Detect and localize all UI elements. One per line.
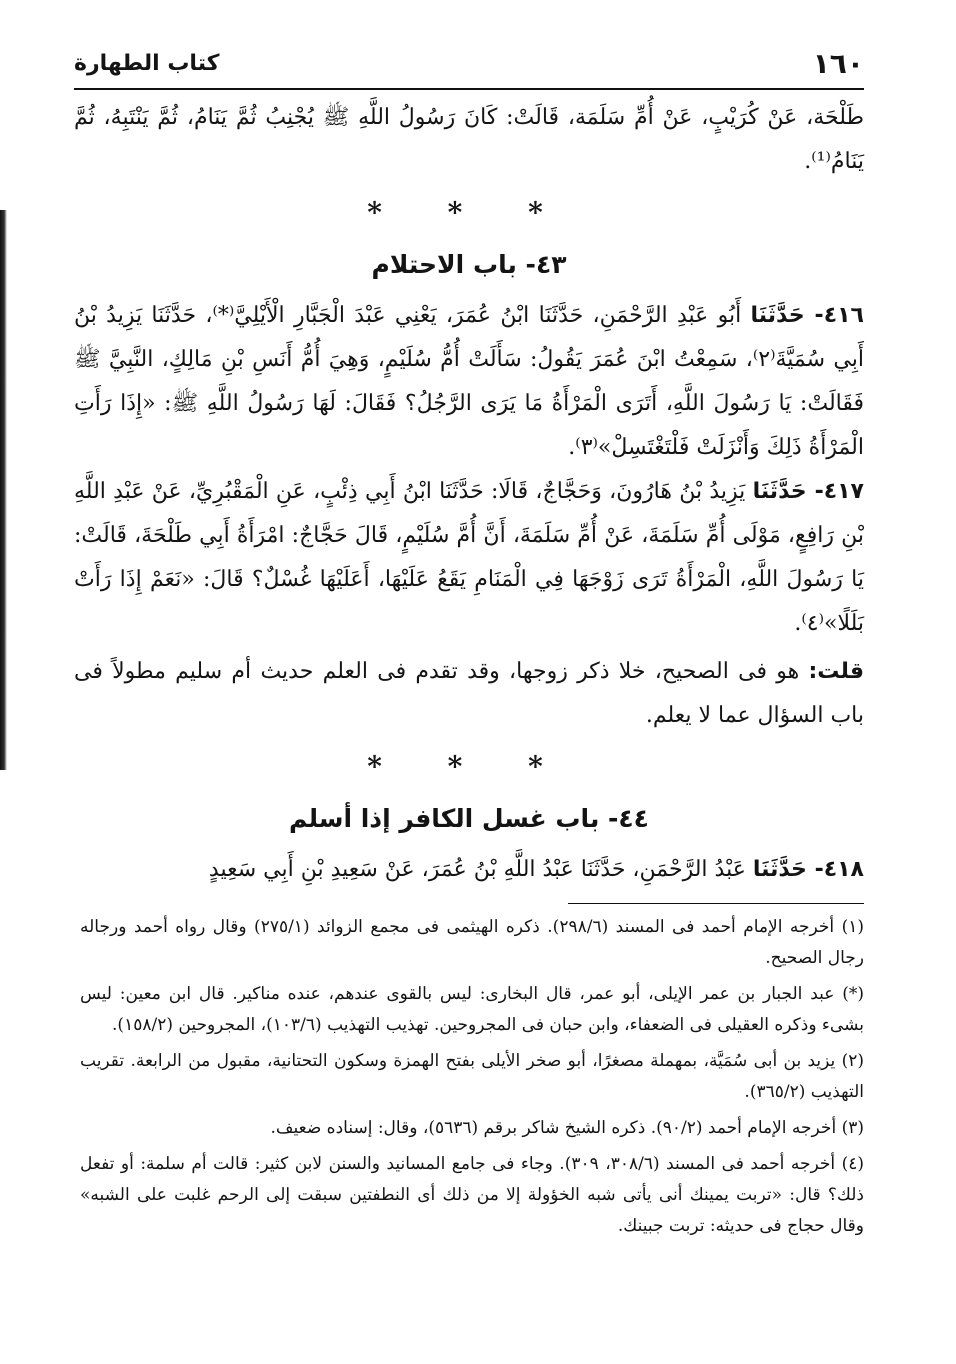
hadith-number-417: ٤١٧- حَدَّثَنَا [752,479,864,504]
footnote-text: أخرجه الإمام أحمد فى المسند (٢٩٨/٦). ذكره الهيثمى فى مجمع الزوائد (٢٧٥/١) وقال رواه أحمد ورجاله رجال الصحيح. [80,917,864,968]
book-title: كتاب الطهارة [74,50,220,76]
editor-note-text: هو فى الصحيح، خلا ذكر زوجها، وقد تقدم فى العلم حديث أم سليم مطولاً فى باب السؤال عما لا يعلم. [74,659,864,728]
footnotes [80,912,864,1247]
hadith-text-416: أَبُو عَبْدِ الرَّحْمَنِ، حَدَّثَنَا ابْنُ عُمَرَ، يَعْنِي عَبْدَ الْجَبَّارِ الْأَيْلِيَّ⁽*⁾، حَدَّثَنَا يَزِيدُ بْنُ أَبِي سُمَيَّةَ⁽٢⁾، سَمِعْتُ ابْنَ عُمَرَ يَقُولُ: سَأَلَتْ أُمُّ سُلَيْمٍ، وَهِيَ أُمُّ أَنَسِ بْنِ مَالِكٍ، النَّبِيَّ ﷺ فَقَالَتْ: يَا رَسُولَ اللَّهِ، أَتَرَى الْمَرْأَةُ مَا يَرَى الرَّجُلُ؟ فَقَالَ: لَهَا رَسُولُ اللَّهِ ﷺ: «إِذَا رَأَتِ الْمَرْأَةُ ذَلِكَ وَأَنْزَلَتْ فَلْتَغْتَسِلْ»⁽٣⁾. [74,303,864,460]
hadith-416 [74,294,864,470]
page-header [74,38,864,90]
hadith-text-418: عَبْدُ الرَّحْمَنِ، حَدَّثَنَا عَبْدُ اللَّهِ بْنُ عُمَرَ، عَنْ سَعِيدِ بْنِ أَبِي سَعِيدٍ [208,857,746,882]
footnote-1 [80,912,864,974]
chapter-heading-43: ٤٣- باب الاحتلام [371,250,567,279]
section-divider-stars-2: * * * [367,750,571,783]
footnote-mark: (٣) [841,1118,864,1138]
page-spine-shadow [0,210,7,770]
footnote-mark: (١) [841,917,864,937]
footnote-2 [80,1046,864,1108]
editor-note [74,650,864,738]
editor-note-label: قلت: [808,659,864,684]
main-text [74,96,864,892]
footnote-text: أخرجه أحمد فى المسند (٣٠٨/٦، ٣٠٩). وجاء فى جامع المسانيد والسنن لابن كثير: قالت أم سلمة: أو تفعل ذلك؟ قال: «تربت يمينك أنى يأتى شبه الخؤولة إلا من ذلك أى النطفتين سبقت إلى الرحم غلبت على الشبه» وقال حجاج فى حديثه: تربت جبينك. [80,1154,864,1236]
hadith-417 [74,470,864,646]
hadith-418 [74,848,864,892]
section-divider-stars: * * * [367,196,571,229]
chapter-heading-44: ٤٤- باب غسل الكافر إذا أسلم [289,804,649,833]
hadith-number-418: ٤١٨- حَدَّثَنَا [752,857,864,882]
footnote-mark: (٤) [841,1154,864,1174]
footnote-text: عبد الجبار بن عمر الإيلى، أبو عمر، قال البخارى: ليس بالقوى عندهم، عنده مناكير. قال ابن معين: ليس بشىء وذكره العقيلى فى الضعفاء، وابن حبان فى المجروحين. تهذيب التهذيب (١٠٣/٦)، المجروحين (١٥٨/٢). [80,984,864,1035]
footnote-separator [568,903,864,904]
footnote-4 [80,1149,864,1242]
footnote-mark: (*) [842,984,865,1004]
footnote-text: أخرجه الإمام أحمد (٩٠/٢). ذكره الشيخ شاكر برقم (٥٦٣٦)، وقال: إسناده ضعيف. [270,1118,837,1138]
hadith-text-417: يَزِيدُ بْنُ هَارُونَ، وَحَجَّاجٌ، قَالَا: حَدَّثَنَا ابْنُ أَبِي ذِئْبٍ، عَنِ الْمَقْبُرِيِّ، عَنْ عَبْدِ اللَّهِ بْنِ رَافِعٍ، مَوْلَى أُمِّ سَلَمَةَ، عَنْ أُمِّ سَلَمَةَ، أَنَّ أُمَّ سُلَيْمٍ، قَالَ حَجَّاجٌ: امْرَأَةُ أَبِي طَلْحَةَ، قَالَتْ: يَا رَسُولَ اللَّهِ، الْمَرْأَةُ تَرَى زَوْجَهَا فِي الْمَنَامِ يَقَعُ عَلَيْهَا، أَعَلَيْهَا غُسْلٌ؟ قَالَ: «نَعَمْ إِذَا رَأَتْ بَلَلًا»⁽٤⁾. [74,479,864,636]
intro-paragraph: طَلْحَة، عَنْ كُرَيْبٍ، عَنْ أُمِّ سَلَمَة، قَالَتْ: كَانَ رَسُولُ اللَّهِ ﷺ يُجْنِبُ ثُمَّ يَنَامُ، ثُمَّ يَنْتَبِهُ، ثُمَّ يَنَامُ⁽¹⁾. [74,105,864,174]
footnote-star [80,979,864,1041]
footnote-text: يزيد بن أبى سُمَيَّة، بمهملة مصغرًا، أبو صخر الأيلى بفتح الهمزة وسكون التحتانية، مقبول من الرابعة. تقريب التهذيب (٣٦٥/٢). [80,1051,864,1102]
page-number: ١٦٠ [812,46,864,80]
footnote-mark: (٢) [841,1051,865,1071]
footnote-3 [80,1113,864,1144]
hadith-number-416: ٤١٦- حَدَّثَنَا [750,303,864,328]
